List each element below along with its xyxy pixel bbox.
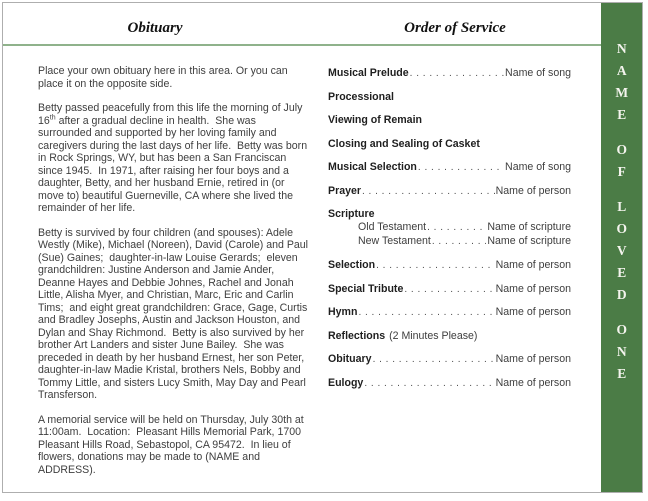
service-label: Special Tribute: [328, 282, 404, 295]
service-row-prayer: [328, 185, 571, 198]
obituary-paragraph-service-info: A memorial service will be held on Thursday, July 30th at 11:00am. Location: Pleasant Hills Memorial Park, 1700 Pleasant Hills Road, Sebastopol, CA 95472. In lieu of flowers, donations may be made to (NAME and ADDRESS).: [38, 413, 307, 476]
sidebar-word-one: ONE: [614, 322, 630, 388]
service-row-reflections: [328, 330, 571, 343]
service-value: Name of scripture: [487, 221, 571, 233]
loved-one-name-sidebar: [601, 3, 642, 492]
service-sublabel: Old Testament: [358, 221, 427, 233]
service-row-obituary: [328, 353, 571, 366]
service-value: Name of person: [495, 282, 571, 295]
dot-leader: [418, 161, 504, 174]
sidebar-word-loved: LOVED: [614, 199, 630, 309]
service-row-viewing-of-remain: [328, 114, 571, 127]
obituary-paragraph-survivors: Betty is survived by four children (and spouses): Adele Westly (Mike), Michael (Noreen), David (Carole) and Paul (Sue) Gaines; daughter-in-law Louise Gerards; eleven grandchildren: Justine Anderson and Jamie Ander, Deanne Hayes and Debbie Johnes, Rachel and Jonah Little, Alisha Myer, and Christian, Marc, Eric and Carlin Tims; and eight great grandchildren: Grace, Gage, Curtis and Bradley Josephs, Austin and Jackson Houston, and Dylan and Shay Richmond. Betty is also survived by her brother Art Landers and sister June Bailey. She was preceded in death by her husband Ernest, her son Peter, daughter-in-law Madie Kristal, brothers Nels, Bobby and Tommy Little, and sisters Lucy Smith, May Day and Pearl Transferson.: [38, 226, 311, 401]
dot-leader: [373, 353, 495, 366]
dot-leader: [364, 377, 494, 390]
service-row-special-tribute: [328, 283, 571, 296]
service-row-selection: [328, 259, 571, 272]
service-value: Name of person: [495, 259, 571, 272]
service-label: Hymn: [328, 306, 358, 319]
obituary-paragraph-life: [38, 102, 310, 215]
service-group-scripture: [328, 208, 571, 249]
service-value: Name of person: [495, 376, 571, 389]
ordinal-suffix: th: [49, 113, 56, 121]
service-label: Reflections: [328, 329, 386, 342]
service-row-scripture: [328, 208, 571, 221]
service-row-eulogy: [328, 377, 571, 390]
dot-leader: [376, 259, 495, 272]
sidebar-word-name: NAME: [614, 41, 630, 129]
sidebar-word-of: OF: [614, 142, 630, 186]
service-value: Name of song: [505, 67, 571, 79]
service-value: Name of person: [495, 306, 571, 319]
dot-leader: [404, 283, 494, 296]
service-subrow-new-testament: [358, 235, 571, 249]
service-row-processional: [328, 91, 571, 104]
service-label: Eulogy: [328, 376, 364, 389]
service-label: Obituary: [328, 353, 372, 366]
dot-leader: [410, 67, 504, 80]
service-value: Name of person: [495, 353, 571, 366]
funeral-program-page: [2, 2, 643, 493]
service-label: Musical Selection: [328, 161, 417, 173]
service-label: Viewing of Remain: [328, 114, 422, 126]
service-row-hymn: [328, 306, 571, 319]
service-value: Name of scripture: [487, 234, 571, 247]
dot-leader: [358, 306, 494, 319]
dot-leader: [432, 235, 487, 249]
service-label: Musical Prelude: [328, 67, 409, 79]
service-row-musical-selection: [328, 161, 571, 174]
dot-leader: [362, 185, 495, 198]
service-label: Scripture: [328, 208, 375, 220]
service-label: Selection: [328, 259, 376, 272]
obituary-p2-text: Betty passed peacefully from this life the morning of July 16: [38, 102, 306, 127]
service-row-closing-casket: [328, 138, 571, 151]
service-sublabel: New Testament: [358, 234, 431, 247]
obituary-p2-text-cont: after a gradual decline in health. She was surrounded and supported by her loving family and caregivers during the last days of her life. Betty was born in Rock Springs, WY, but has been a San Franciscan since 1945. In 1971, after raising her four boys and a daughter, Betty, and her husband Ernie, retired in (or move to) beautiful Guerneville, CA where she lived the remainder of her life.: [38, 114, 311, 214]
obituary-paragraph-placeholder: Place your own obituary here in this area. Or you can place it on the opposite side.: [38, 65, 291, 90]
obituary-section-title: Obituary: [127, 20, 183, 36]
order-of-service-section-title: Order of Service: [404, 20, 506, 36]
service-label-note: (2 Minutes Please): [389, 329, 478, 342]
service-label: Closing and Sealing of Casket: [328, 137, 480, 150]
order-of-service-list: [328, 67, 571, 400]
service-label: Processional: [328, 90, 394, 103]
service-subrow-old-testament: [358, 221, 571, 235]
service-row-musical-prelude: [328, 67, 571, 80]
dot-leader: [427, 221, 486, 235]
service-value: Name of song: [505, 161, 571, 173]
service-label: Prayer: [328, 184, 361, 197]
header-divider-line: [3, 44, 602, 46]
service-value: Name of person: [495, 184, 571, 197]
obituary-text-column: [38, 65, 310, 488]
